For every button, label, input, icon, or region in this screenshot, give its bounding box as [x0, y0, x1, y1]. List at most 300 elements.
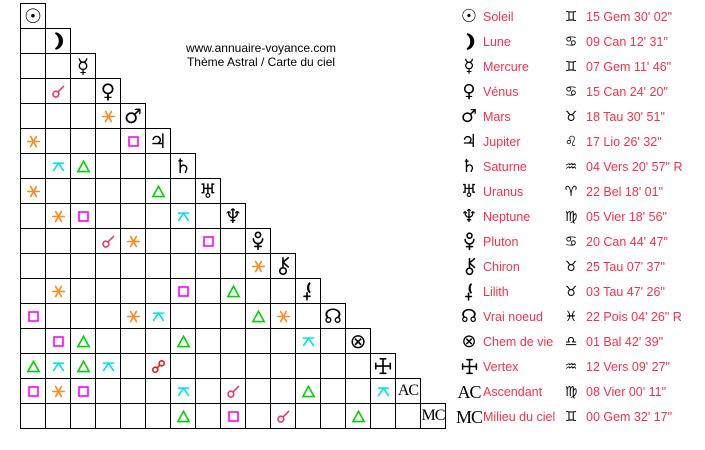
planet-position: 07 Gem 11' 46" [586, 59, 672, 74]
legend-icon-cell [455, 130, 483, 152]
aspect-cell-empty [20, 203, 46, 229]
aspect-cell-empty [170, 178, 196, 204]
planet-cell-uranus [195, 178, 221, 204]
aspect-cell-empty [295, 403, 321, 429]
aspect-cell-empty [20, 403, 46, 429]
aspect-cell-empty [170, 253, 196, 279]
aspect-cell-trine [70, 328, 96, 354]
quincunx-icon [301, 334, 316, 349]
aspect-cell-opposition [145, 353, 171, 379]
vertex-icon [460, 357, 479, 376]
legend-row-lilith [455, 279, 705, 304]
fortune-icon: ⊗ [461, 330, 477, 352]
conjunction-icon [51, 84, 66, 99]
trine-icon [176, 334, 191, 349]
aspect-cell-empty [170, 353, 196, 379]
square-icon [76, 384, 91, 399]
mars-icon: ♂ [460, 105, 478, 127]
mc-icon: MC [455, 406, 482, 427]
trine-icon [226, 284, 241, 299]
aspect-cell-empty [320, 403, 346, 429]
aspect-cell-empty [295, 303, 321, 329]
planet-position: 12 Vers 09' 27" [586, 359, 670, 374]
aspect-cell-sextile [120, 303, 146, 329]
aspect-cell-empty [95, 378, 121, 404]
aspect-cell-square [195, 228, 221, 254]
aspect-cell-empty [320, 353, 346, 379]
opposition-icon [151, 359, 166, 374]
legend-icon-cell [455, 257, 483, 276]
quincunx-icon [176, 209, 191, 224]
trine-icon [251, 309, 266, 324]
aspect-cell-quincunx [45, 153, 71, 179]
aspect-cell-empty [120, 278, 146, 304]
planet-position: 20 Can 44' 47" [586, 234, 668, 249]
mars-icon: ♂ [124, 104, 142, 128]
saturn-icon: ♄ [174, 154, 192, 178]
mercury-icon: ☿ [463, 55, 475, 77]
aspect-cell-empty [245, 278, 271, 304]
aspect-cell-square [120, 128, 146, 154]
aspect-cell-empty [195, 253, 221, 279]
legend-icon-cell [455, 408, 483, 426]
aspect-cell-empty [195, 403, 221, 429]
aspect-cell-empty [20, 328, 46, 354]
legend-row-jupiter [455, 129, 705, 154]
sextile-icon [51, 209, 66, 224]
sun-icon: ☉ [460, 5, 478, 27]
aspect-cell-empty [145, 203, 171, 229]
aspect-cell-trine [245, 303, 271, 329]
aspect-cell-empty [70, 78, 96, 104]
taurus-sign-icon: ♉ [564, 283, 578, 300]
planet-position: 17 Lio 26' 32" [586, 134, 662, 149]
node-icon: ☊ [461, 305, 477, 327]
page-header [131, 41, 391, 69]
planet-name: Neptune [483, 209, 531, 224]
planet-cell-jupiter [145, 128, 171, 154]
aspect-cell-empty [45, 103, 71, 129]
aspect-cell-empty [20, 228, 46, 254]
planet-name: Uranus [483, 184, 524, 199]
aspect-cell-conjunction [45, 78, 71, 104]
uranus-icon: ♅ [199, 179, 217, 203]
neptune-icon: ♆ [460, 205, 478, 227]
taurus-sign-icon: ♉ [564, 108, 578, 125]
sextile-icon [126, 309, 141, 324]
aspect-cell-empty [70, 403, 96, 429]
lilith-icon [460, 282, 479, 301]
planet-cell-mc [420, 403, 446, 429]
legend-icon-cell [455, 383, 483, 401]
conjunction-icon [276, 409, 291, 424]
trine-icon [176, 409, 191, 424]
aspect-cell-empty [320, 328, 346, 354]
aspect-cell-empty [245, 378, 271, 404]
aspect-cell-square [220, 403, 246, 429]
aspect-cell-conjunction [220, 378, 246, 404]
lilith-icon [298, 281, 318, 301]
aspect-cell-trine [145, 178, 171, 204]
aspect-cell-square [70, 203, 96, 229]
planet-position: 15 Gem 30' 02" [586, 9, 673, 24]
aspect-cell-empty [195, 203, 221, 229]
sextile-icon [51, 384, 66, 399]
site-url: www.annuaire-voyance.com [185, 41, 337, 55]
planet-position: 04 Vers 20' 57" R [586, 159, 683, 174]
aspect-cell-quincunx [295, 328, 321, 354]
aspect-cell-empty [195, 278, 221, 304]
aspect-cell-trine [70, 353, 96, 379]
planet-name: Saturne [483, 159, 527, 174]
planet-name: Mars [483, 109, 511, 124]
square-icon [201, 234, 216, 249]
planet-position: 25 Tau 07' 37" [586, 259, 665, 274]
gemini-sign-icon: ♊ [564, 408, 578, 425]
aspect-cell-trine [220, 278, 246, 304]
aspect-cell-empty [45, 178, 71, 204]
neptune-icon: ♆ [224, 204, 242, 228]
planet-cell-lilith [295, 278, 321, 304]
legend-row-vertex [455, 354, 705, 379]
legend-icon-cell [455, 32, 483, 51]
chiron-icon [460, 257, 479, 276]
aspect-cell-empty [45, 403, 71, 429]
planet-name: Vrai noeud [483, 309, 543, 324]
aspect-cell-trine [20, 353, 46, 379]
planet-cell-fortune [345, 328, 371, 354]
legend-row-ac [455, 379, 705, 404]
pluto-icon [460, 232, 479, 251]
aspect-cell-empty [95, 203, 121, 229]
planet-cell-pluto [245, 228, 271, 254]
ac-icon: AC [397, 382, 419, 399]
aspect-cell-trine [345, 403, 371, 429]
trine-icon [151, 184, 166, 199]
aspect-cell-empty [320, 378, 346, 404]
aspect-cell-quincunx [170, 378, 196, 404]
aspect-cell-empty [270, 328, 296, 354]
aries-sign-icon: ♈ [564, 183, 578, 200]
sextile-icon [126, 234, 141, 249]
aspect-cell-sextile [245, 253, 271, 279]
aspect-cell-empty [120, 353, 146, 379]
jupiter-icon: ♃ [460, 130, 478, 152]
cancer-sign-icon: ♋ [564, 33, 578, 50]
venus-icon: ♀ [100, 79, 116, 103]
planet-cell-vertex [370, 353, 396, 379]
planet-name: Jupiter [483, 134, 521, 149]
aspect-cell-empty [70, 103, 96, 129]
aspect-cell-conjunction [95, 228, 121, 254]
vertex-icon [373, 356, 393, 376]
mercury-icon: ☿ [76, 54, 90, 78]
aspect-cell-empty [45, 228, 71, 254]
aspect-cell-quincunx [170, 203, 196, 229]
aspect-cell-empty [270, 378, 296, 404]
aspect-cell-empty [45, 128, 71, 154]
aspect-cell-empty [70, 303, 96, 329]
aspect-cell-square [20, 378, 46, 404]
aspect-cell-empty [95, 153, 121, 179]
square-icon [51, 334, 66, 349]
aspect-cell-empty [120, 378, 146, 404]
aspect-cell-empty [20, 28, 46, 54]
aspect-cell-empty [195, 378, 221, 404]
aspect-cell-empty [220, 303, 246, 329]
sextile-icon [276, 309, 291, 324]
aspect-cell-empty [145, 378, 171, 404]
aspect-cell-empty [195, 328, 221, 354]
aspect-cell-sextile [45, 378, 71, 404]
aspect-cell-empty [45, 303, 71, 329]
aspect-cell-quincunx [95, 353, 121, 379]
trine-icon [76, 334, 91, 349]
aspect-cell-empty [45, 253, 71, 279]
aspect-cell-empty [95, 253, 121, 279]
aspect-cell-empty [95, 128, 121, 154]
legend-row-uranus [455, 179, 705, 204]
planet-position: 08 Vier 00' 11" [586, 384, 667, 399]
legend-row-node [455, 304, 705, 329]
legend-row-chiron [455, 254, 705, 279]
legend-icon-cell [455, 205, 483, 227]
aspect-cell-empty [45, 53, 71, 79]
virgo-sign-icon: ♍ [564, 383, 578, 400]
aspect-cell-empty [270, 278, 296, 304]
aspect-cell-empty [20, 153, 46, 179]
planet-cell-ac [395, 378, 421, 404]
conjunction-icon [226, 384, 241, 399]
planet-position: 22 Bel 18' 01" [586, 184, 664, 199]
aspect-cell-empty [370, 403, 396, 429]
aspect-cell-empty [20, 253, 46, 279]
quincunx-icon [176, 384, 191, 399]
aspect-cell-quincunx [45, 353, 71, 379]
planet-cell-chiron [270, 253, 296, 279]
legend-icon-cell [455, 5, 483, 27]
aspect-cell-square [170, 278, 196, 304]
planet-name: Lilith [483, 284, 509, 299]
quincunx-icon [376, 384, 391, 399]
aquarius-sign-icon: ♒ [564, 358, 578, 375]
planet-position: 03 Tau 47' 26" [586, 284, 665, 299]
planet-name: Lune [483, 34, 511, 49]
aspect-cell-sextile [20, 128, 46, 154]
moon-icon [460, 32, 479, 51]
conjunction-icon [101, 234, 116, 249]
mc-icon: MC [421, 407, 445, 424]
venus-icon: ♀ [462, 80, 476, 102]
aspect-cell-trine [295, 378, 321, 404]
aspect-cell-empty [70, 278, 96, 304]
planet-name: Mercure [483, 59, 529, 74]
aspect-cell-empty [345, 378, 371, 404]
planet-position: 15 Can 24' 20" [586, 84, 668, 99]
aspect-cell-empty [245, 328, 271, 354]
legend-row-venus [455, 79, 705, 104]
planet-cell-moon [45, 28, 71, 54]
planet-position: 00 Gem 32' 17" [586, 409, 673, 424]
aspect-cell-square [45, 328, 71, 354]
aspect-cell-trine [170, 403, 196, 429]
planet-name: Chem de vie [483, 334, 554, 349]
aspect-cell-empty [245, 403, 271, 429]
node-icon: ☊ [324, 304, 342, 328]
aspect-cell-trine [170, 328, 196, 354]
aspect-cell-empty [170, 303, 196, 329]
aspect-cell-empty [95, 303, 121, 329]
fortune-icon: ⊗ [349, 329, 367, 353]
planet-name: Ascendant [483, 384, 543, 399]
cancer-sign-icon: ♋ [564, 83, 578, 100]
aspect-cell-empty [70, 178, 96, 204]
aspect-cell-empty [145, 153, 171, 179]
jupiter-icon: ♃ [149, 129, 167, 153]
aspect-cell-sextile [45, 203, 71, 229]
aspect-cell-empty [245, 353, 271, 379]
trine-icon [26, 359, 41, 374]
legend-icon-cell [455, 80, 483, 102]
aspect-cell-empty [70, 128, 96, 154]
legend-icon-cell [455, 155, 483, 177]
aspect-cell-empty [145, 403, 171, 429]
aspect-cell-empty [220, 228, 246, 254]
aspect-cell-empty [70, 253, 96, 279]
aspect-cell-empty [220, 253, 246, 279]
aspect-cell-sextile [95, 103, 121, 129]
legend-icon-cell [455, 305, 483, 327]
aspect-cell-empty [95, 278, 121, 304]
aspect-cell-empty [145, 253, 171, 279]
aspect-cell-empty [120, 328, 146, 354]
square-icon [26, 384, 41, 399]
aspect-cell-empty [395, 403, 421, 429]
planet-position: 09 Can 12' 31" [586, 34, 668, 49]
taurus-sign-icon: ♉ [564, 258, 578, 275]
aquarius-sign-icon: ♒ [564, 158, 578, 175]
aspect-cell-empty [120, 153, 146, 179]
planet-cell-mercury [70, 53, 96, 79]
aspect-cell-quincunx [370, 378, 396, 404]
aspect-cell-empty [345, 353, 371, 379]
aspect-cell-empty [20, 103, 46, 129]
trine-icon [76, 359, 91, 374]
legend-icon-cell [455, 55, 483, 77]
quincunx-icon [51, 359, 66, 374]
aspect-cell-empty [70, 228, 96, 254]
legend-icon-cell [455, 330, 483, 352]
libra-sign-icon: ♎ [564, 333, 578, 350]
quincunx-icon [51, 159, 66, 174]
sextile-icon [51, 284, 66, 299]
aspect-cell-empty [195, 303, 221, 329]
square-icon [26, 309, 41, 324]
legend-row-neptune [455, 204, 705, 229]
sextile-icon [26, 134, 41, 149]
aspect-cell-empty [195, 353, 221, 379]
legend-icon-cell [455, 232, 483, 251]
aspect-cell-empty [120, 253, 146, 279]
trine-icon [76, 159, 91, 174]
trine-icon [351, 409, 366, 424]
aspect-cell-empty [20, 53, 46, 79]
planet-name: Pluton [483, 234, 519, 249]
legend-row-moon [455, 29, 705, 54]
aspect-cell-empty [270, 353, 296, 379]
quincunx-icon [151, 309, 166, 324]
aspect-cell-empty [120, 403, 146, 429]
legend-row-mars [455, 104, 705, 129]
sextile-icon [251, 259, 266, 274]
aspect-cell-empty [145, 328, 171, 354]
legend-icon-cell [455, 282, 483, 301]
planet-name: Chiron [483, 259, 520, 274]
leo-sign-icon: ♌ [564, 133, 578, 150]
uranus-icon: ♅ [460, 180, 478, 202]
planet-cell-neptune [220, 203, 246, 229]
planet-name: Milieu du ciel [483, 409, 556, 424]
aspect-cell-empty [145, 278, 171, 304]
pisces-sign-icon: ♓ [564, 308, 578, 325]
planet-name: Vénus [483, 84, 519, 99]
planet-cell-node [320, 303, 346, 329]
ac-icon: AC [457, 381, 481, 402]
aspect-cell-empty [95, 178, 121, 204]
square-icon [76, 209, 91, 224]
aspect-cell-empty [120, 203, 146, 229]
legend-row-pluto [455, 229, 705, 254]
aspect-cell-sextile [120, 228, 146, 254]
aspect-cell-empty [95, 403, 121, 429]
planet-position: 18 Tau 30' 51" [586, 109, 665, 124]
aspect-cell-empty [20, 78, 46, 104]
quincunx-icon [101, 359, 116, 374]
planet-position: 05 Vier 18' 56" [586, 209, 667, 224]
aspect-cell-empty [95, 328, 121, 354]
virgo-sign-icon: ♍ [564, 208, 578, 225]
aspect-cell-empty [20, 278, 46, 304]
sextile-icon [26, 184, 41, 199]
legend-row-saturn [455, 154, 705, 179]
square-icon [126, 134, 141, 149]
square-icon [176, 284, 191, 299]
pluto-icon [248, 231, 268, 251]
aspect-cell-quincunx [145, 303, 171, 329]
aspect-cell-empty [220, 353, 246, 379]
planet-cell-mars [120, 103, 146, 129]
legend-icon-cell [455, 180, 483, 202]
gemini-sign-icon: ♊ [564, 58, 578, 75]
trine-icon [301, 384, 316, 399]
planet-position: 22 Pois 04' 26" R [586, 309, 682, 324]
legend-icon-cell [455, 357, 483, 376]
aspect-cell-square [70, 378, 96, 404]
legend-row-sun [455, 4, 705, 29]
gemini-sign-icon: ♊ [564, 8, 578, 25]
sextile-icon [101, 109, 116, 124]
chiron-icon [273, 256, 293, 276]
aspect-cell-sextile [270, 303, 296, 329]
aspect-cell-square [20, 303, 46, 329]
legend-row-mc [455, 404, 705, 429]
aspect-cell-empty [170, 228, 196, 254]
planet-name: Soleil [483, 9, 514, 24]
saturn-icon: ♄ [460, 155, 478, 177]
planet-cell-venus [95, 78, 121, 104]
legend-icon-cell [455, 105, 483, 127]
moon-icon [48, 31, 68, 51]
